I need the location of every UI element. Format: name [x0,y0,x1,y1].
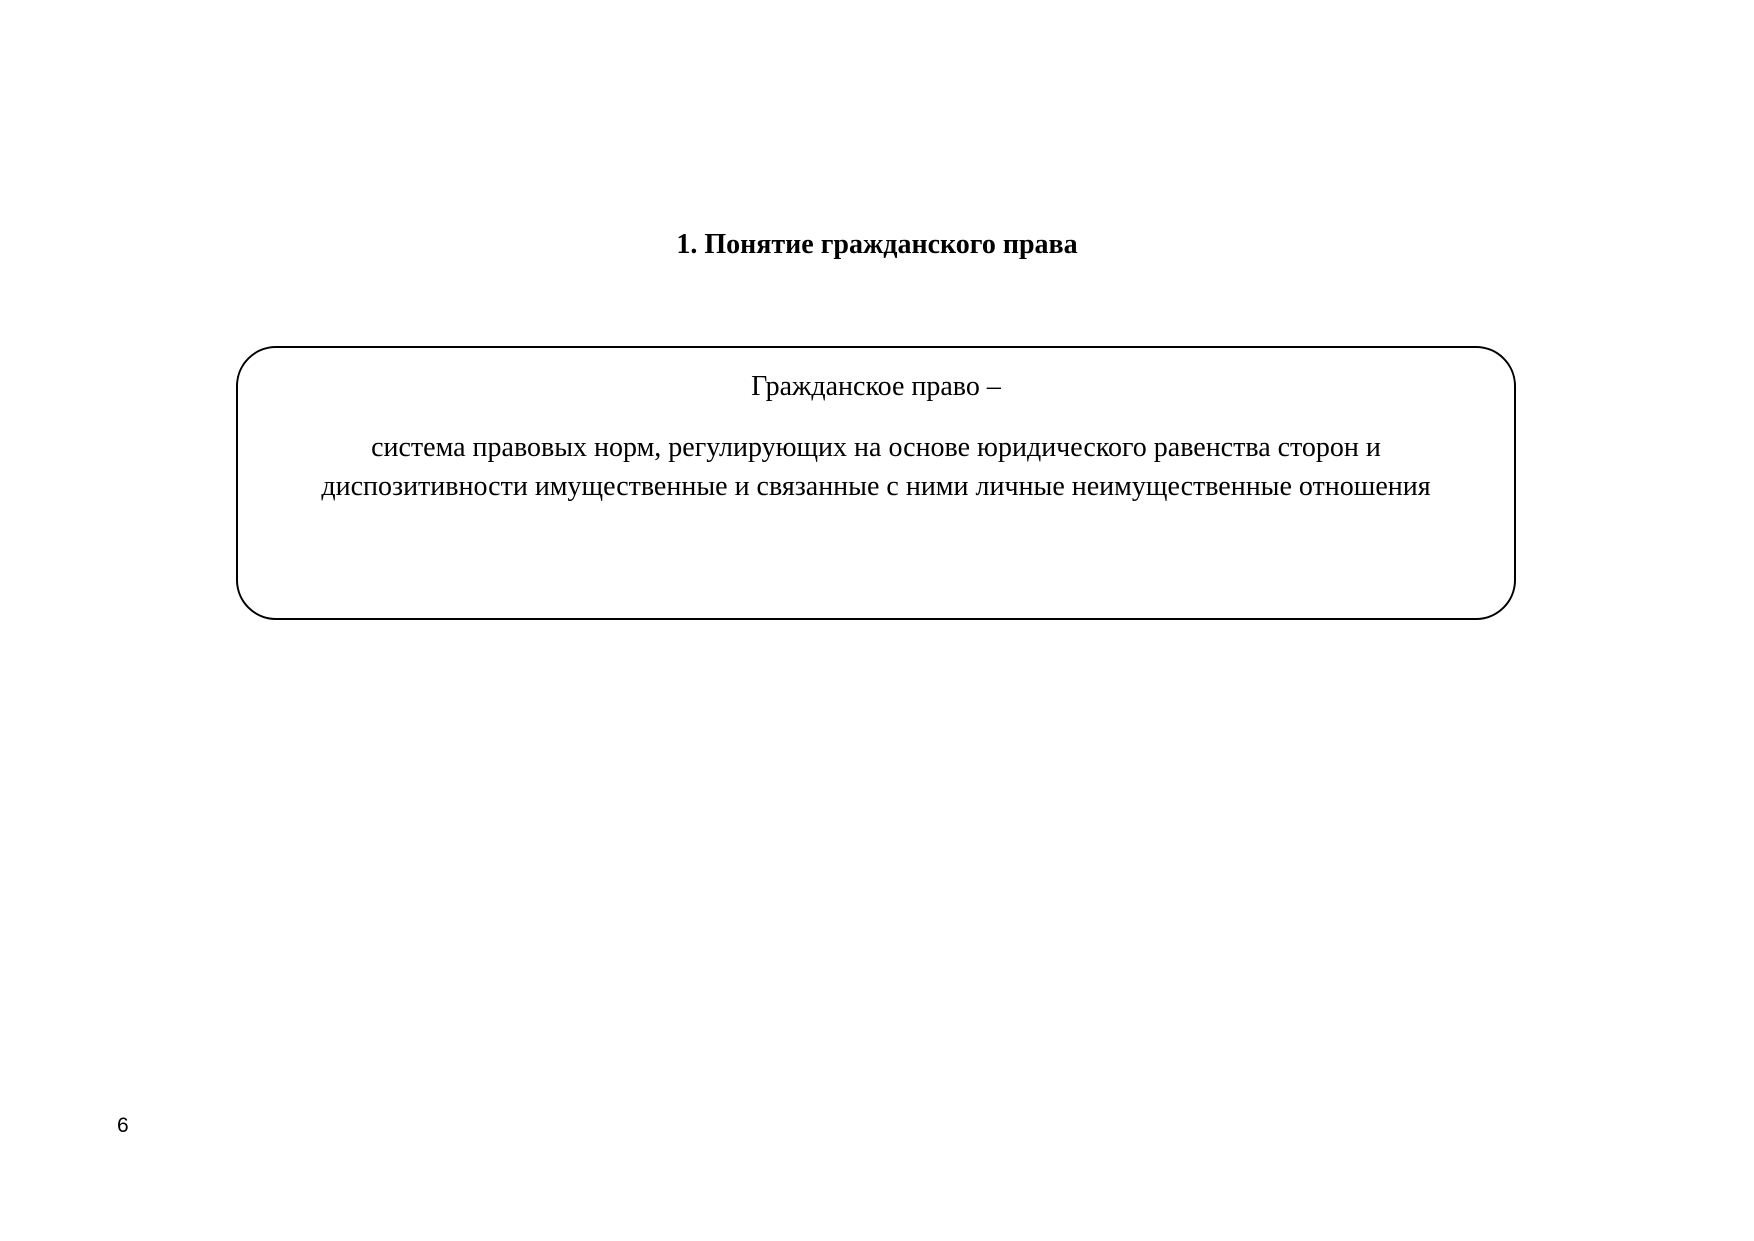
definition-text: система правовых норм, регулирующих на основе юридического равенства сторон и диспозитивности имущественные и связанные с ними личные неимущественные отношения [321,432,1431,502]
definition-term: Гражданское право – [751,371,1001,402]
page-number: 6 [117,1114,129,1137]
section-title: 1. Понятие гражданского права [676,229,1078,260]
definition-box [236,346,1516,620]
